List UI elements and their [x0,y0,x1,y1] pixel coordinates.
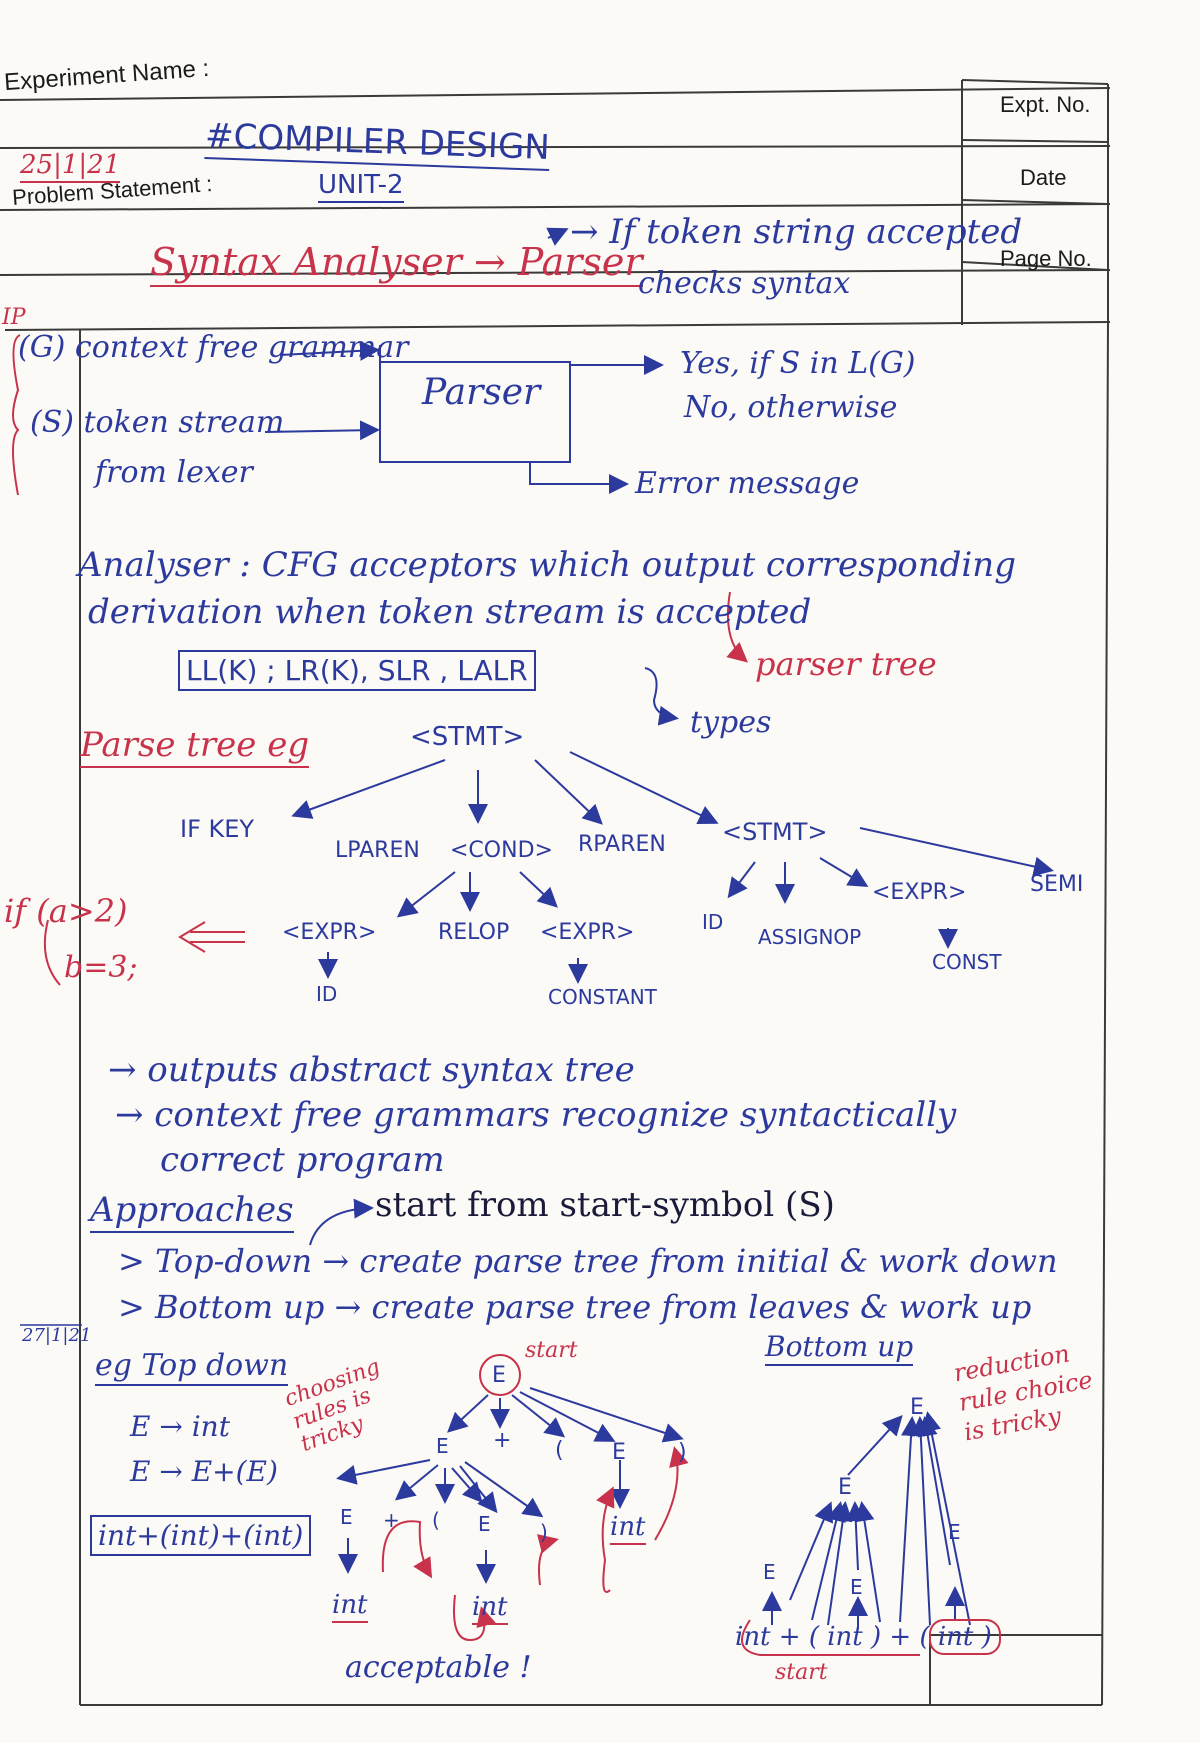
note-ast: → outputs abstract syntax tree [108,1050,635,1090]
date-label: Date [1020,165,1067,190]
td-int-mid: int [472,1592,508,1625]
td-plus: + [493,1428,512,1453]
td-e-leftleft: E [340,1505,353,1529]
arrow-start-symbol [310,1208,370,1245]
start-label: start [525,1338,578,1363]
parser-box-label: Parser [422,372,541,413]
implies-arrow [180,922,245,952]
node-id-2: ID [702,910,724,934]
reduction-note: reduction rule choice is tricky [951,1339,1095,1447]
analyser-line-2: derivation when token stream is accepted [88,592,812,632]
experiment-name-label: Experiment Name : [3,54,211,97]
td-plus-2: + [383,1508,400,1532]
start-symbol-note: start from start-symbol (S) [375,1185,835,1225]
body-frame [80,322,1108,1705]
node-rparen: RPAREN [578,832,666,857]
bottom-up-heading: Bottom up [765,1330,913,1366]
node-expr-1: <EXPR> [282,920,377,945]
rule-e-plus: E → E+(E) [130,1455,278,1488]
td-rparen: ) [678,1440,687,1465]
td-int-left: int [332,1590,368,1623]
node-const: CONST [932,950,1002,974]
start-label-2: start [775,1660,828,1685]
approaches-heading: Approaches [90,1190,294,1233]
td-lparen: ( [555,1438,564,1463]
node-id-1: ID [316,982,338,1006]
parse-tree-heading: Parse tree eg [80,725,309,768]
td-root: E [492,1363,506,1388]
analyser-line-1: Analyser : CFG acceptors which output corresponding [78,545,1016,585]
topdown-line: > Top-down → create parse tree from initial & work down [118,1242,1058,1280]
page-no-label: Page No. [1000,246,1092,271]
arrow-types [645,668,675,718]
if-token-note: → If token string accepted [570,212,1023,252]
bottomup-line: > Bottom up → create parse tree from leaves & work up [118,1288,1032,1326]
code-line-2: b=3; [64,950,138,985]
node-cond: <COND> [450,838,553,863]
bu-e-3: E [948,1520,961,1544]
node-constant: CONSTANT [548,985,657,1009]
output-yes: Yes, if S in L(G) [680,346,916,381]
td-e-left: E [436,1434,449,1458]
td-int-right: int [610,1512,646,1545]
bu-top-e: E [910,1395,924,1420]
expt-no-label: Expt. No. [1000,92,1091,117]
header-form-lines [0,80,1110,330]
parser-types-box: LL(K) ; LR(K), SLR , LALR [178,650,536,691]
acceptable-note: acceptable ! [345,1650,532,1685]
eg-topdown-heading: eg Top down [95,1348,288,1386]
node-relop: RELOP [438,920,510,945]
date-written: 25|1|21 [20,150,120,183]
bottomup-input: int + ( int ) + ( int ) [735,1622,992,1652]
input-string-box: int+(int)+(int) [90,1515,311,1556]
node-root-stmt: <STMT> [410,722,525,752]
input-token-stream: (S) token stream [30,405,285,440]
node-assignop: ASSIGNOP [758,925,862,949]
td-lparen-2: ( [432,1508,440,1532]
rule-e-int: E → int [130,1410,230,1443]
output-no: No, otherwise [684,390,898,425]
bu-mid-e: E [838,1475,852,1500]
checks-syntax-note: checks syntax [638,266,851,301]
node-expr-2: <EXPR> [540,920,635,945]
bottomup-edges [772,1415,970,1628]
node-stmt-2: <STMT> [722,818,828,846]
input-grammar: (G) context free grammar [18,330,409,365]
note-correct-program: correct program [160,1140,445,1180]
types-label: types [690,705,772,740]
node-semi: SEMI [1030,872,1084,897]
node-lparen: LPAREN [335,838,420,863]
choosing-rules-note: choosing rules is tricky [281,1354,384,1458]
ip-label: IP [2,305,26,330]
code-line-1: if (a>2) [4,892,128,930]
td-e-right: E [612,1440,626,1465]
unit-label: UNIT-2 [318,170,404,203]
date-written-2: 27|1|21 [22,1325,92,1346]
note-cfg: → context free grammars recognize syntactically [115,1095,957,1135]
node-expr-3: <EXPR> [872,880,967,905]
problem-statement-label: Problem Statement : [11,171,214,210]
td-rparen-2: ) [540,1520,548,1544]
syntax-analyser-line: Syntax Analyser → Parser [150,240,643,287]
parser-tree-note: parser tree [755,645,937,683]
arrow-error-out [530,462,625,484]
bu-e-1: E [763,1560,776,1584]
td-e-mid: E [478,1512,491,1536]
from-lexer: from lexer [95,455,253,490]
page-title: #COMPILER DESIGN [204,116,550,171]
node-if-key: IF KEY [180,815,255,843]
arrow-if-token [548,230,565,238]
error-message: Error message [635,466,860,501]
bu-e-2: E [850,1575,863,1599]
topdown-red-curves [383,1450,678,1640]
